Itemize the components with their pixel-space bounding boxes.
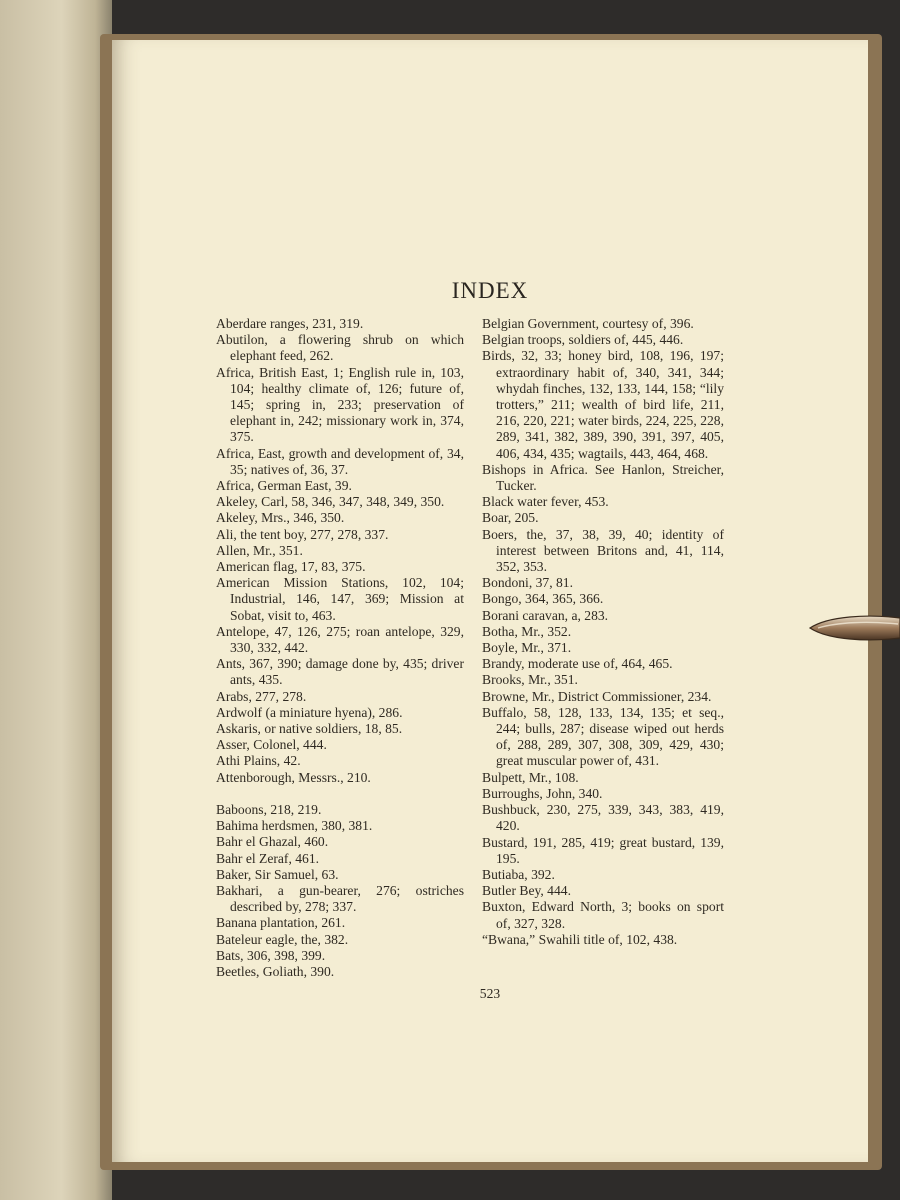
index-entry: Africa, East, growth and development of, 34, 35; natives of, 36, 37. (216, 445, 464, 477)
index-entry: Beetles, Goliath, 390. (216, 963, 335, 979)
index-entry: Africa, German East, 39. (216, 478, 352, 494)
index-entry: Allen, Mr., 351. (216, 542, 303, 558)
letter-group-gap (216, 786, 464, 802)
index-entry: Banana plantation, 261. (216, 915, 346, 931)
index-entry: Ali, the tent boy, 277, 278, 337. (216, 526, 389, 542)
index-entry: Belgian troops, soldiers of, 445, 446. (482, 332, 684, 348)
index-entry: Bishops in Africa. See Hanlon, Streicher, Tucker. (482, 461, 724, 494)
index-entry: “Bwana,” Swahili title of, 102, 438. (482, 931, 678, 947)
index-entry: Baker, Sir Samuel, 63. (216, 866, 339, 882)
index-entry: Akeley, Mrs., 346, 350. (216, 510, 345, 526)
index-entry: Browne, Mr., District Commissioner, 234. (482, 688, 712, 704)
index-entry: Black water fever, 453. (482, 494, 609, 510)
index-entry: Birds, 32, 33; honey bird, 108, 196, 197; extraordinary habit of, 340, 341, 344; whydah finches, 132, 133, 144, 158; “lily trotters,” 211; wealth of bird life, 211, 216, 220, 221; water birds, 224, 225, 228, 289, 341, 382, 389, 390, 391, 397, 405, 406, 434, 435; wagtails, 443, 464, 468. (482, 348, 724, 461)
index-entry: Aberdare ranges, 231, 319. (216, 316, 364, 331)
index-entry: Ardwolf (a miniature hyena), 286. (216, 704, 403, 720)
index-entry: Bulpett, Mr., 108. (482, 769, 579, 785)
index-entry: American Mission Stations, 102, 104; Industrial, 146, 147, 369; Mission at Sobat, visit to, 463. (216, 575, 464, 623)
index-entry: Abutilon, a flowering shrub on which elephant feed, 262. (216, 332, 464, 364)
index-entry: Buxton, Edward North, 3; books on sport of, 327, 328. (482, 899, 724, 931)
index-entry: Belgian Government, courtesy of, 396. (482, 316, 694, 331)
metal-page-clip-icon (808, 612, 900, 642)
index-entry: Buffalo, 58, 128, 133, 134, 135; et seq., 244; bulls, 287; disease wiped out herds of, 288, 289, 307, 308, 309, 429, 430; great muscular power of, 431. (482, 704, 724, 769)
index-entry: Brandy, moderate use of, 464, 465. (482, 656, 673, 672)
index-entry: Africa, British East, 1; English rule in, 103, 104; healthy climate of, 126; future of, 145; spring in, 233; preservation of elephant in, 242; missionary work in, 374, 375. (216, 364, 464, 445)
index-entry: Bateleur eagle, the, 382. (216, 931, 349, 947)
index-entry: Bahr el Zeraf, 461. (216, 850, 320, 866)
index-entry: Attenborough, Messrs., 210. (216, 769, 371, 785)
index-entry: Ants, 367, 390; damage done by, 435; driver ants, 435. (216, 656, 464, 688)
index-entry: Antelope, 47, 126, 275; roan antelope, 329, 330, 332, 442. (216, 623, 464, 656)
index-entry: Butler Bey, 444. (482, 883, 571, 899)
index-entry: Butiaba, 392. (482, 866, 555, 882)
index-entry: Boar, 205. (482, 510, 539, 526)
page-number: 523 (479, 986, 501, 1001)
index-entry: American flag, 17, 83, 375. (216, 559, 366, 575)
index-entry: Athi Plains, 42. (216, 753, 301, 769)
index-entry: Baboons, 218, 219. (216, 801, 322, 817)
index-entry: Bahima herdsmen, 380, 381. (216, 818, 373, 834)
index-entry: Burroughs, John, 340. (482, 785, 603, 801)
index-entry: Borani caravan, a, 283. (482, 607, 609, 623)
index-entry: Asser, Colonel, 444. (216, 737, 327, 753)
index-column-right (482, 316, 724, 948)
index-entry: Bongo, 364, 365, 366. (482, 591, 604, 607)
index-entry: Botha, Mr., 352. (482, 623, 572, 639)
facing-page-edge (0, 0, 112, 1200)
book-page (112, 40, 868, 1162)
index-entry: Askaris, or native soldiers, 18, 85. (216, 721, 403, 737)
index-entry: Bustard, 191, 285, 419; great bustard, 139, 195. (482, 834, 724, 866)
index-entry: Bahr el Ghazal, 460. (216, 834, 329, 850)
index-entry: Bushbuck, 230, 275, 339, 343, 383, 419, 420. (482, 802, 724, 834)
index-entry: Boyle, Mr., 371. (482, 640, 572, 656)
index-entry: Arabs, 277, 278. (216, 688, 307, 704)
page-title: INDEX (451, 278, 529, 303)
index-entry: Bats, 306, 398, 399. (216, 947, 326, 963)
index-entry: Bondoni, 37, 81. (482, 575, 574, 591)
index-entry: Akeley, Carl, 58, 346, 347, 348, 349, 350. (216, 494, 445, 510)
index-entry: Brooks, Mr., 351. (482, 672, 578, 688)
index-entry: Boers, the, 37, 38, 39, 40; identity of interest between Britons and, 41, 114, 352, 353. (482, 526, 724, 575)
index-entry: Bakhari, a gun-bearer, 276; ostriches described by, 278; 337. (216, 882, 464, 915)
index-column-left (216, 316, 464, 980)
